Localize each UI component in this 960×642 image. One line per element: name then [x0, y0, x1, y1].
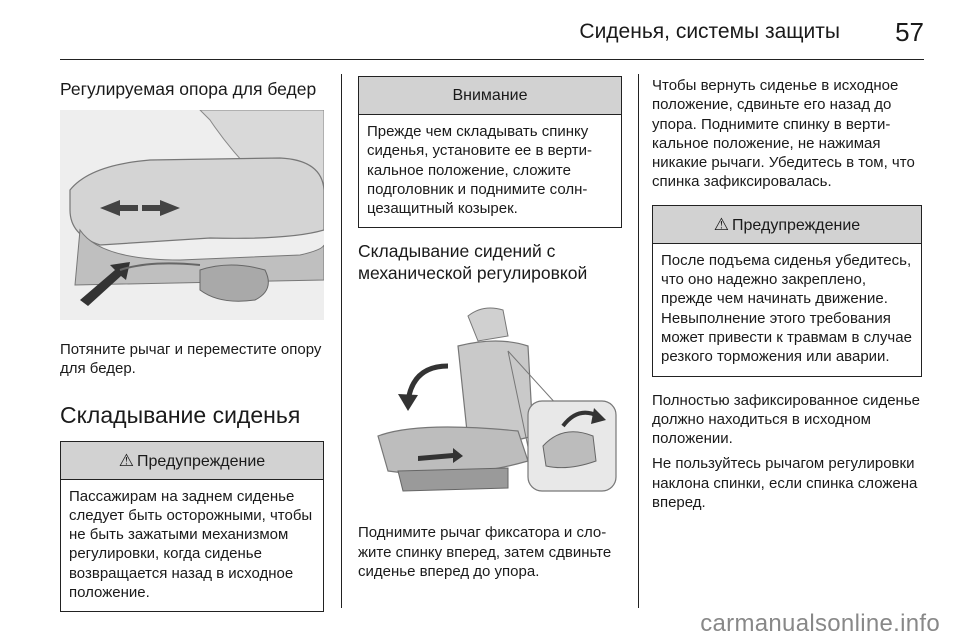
notice-box-text: Прежде чем складывать спинку сиденья, установите ее в вертикальное положение, сложите подголовник и поднимите солнцезащитный козырек. — [367, 123, 592, 218]
seat-folding-title: Складывание сиденья — [60, 401, 301, 428]
header-title: Сиденья, системы защиты — [579, 20, 840, 43]
warning-box-1-text: Пассажирам на заднем сиденье следует быть осторожными, чтобы не быть зажатыми механизмом регулировки, когда сиденье возвращается назад в исходное положение. — [69, 487, 313, 602]
column-1 — [60, 72, 324, 612]
thigh-support-illustration — [60, 110, 324, 320]
seat-folding-illustration — [358, 296, 622, 501]
column-divider-2 — [638, 74, 639, 608]
return-seat-paragraph: Чтобы вернуть сиденье в исходное положение, сдвиньте его назад до упора. Поднимите спинку в вертикальное положение, не нажимая никакие рычаги. Убедитесь в том, что спинка зафиксировалась. — [652, 77, 915, 191]
notice-box-header — [359, 77, 621, 115]
page-header — [60, 0, 924, 60]
warning-box-2-title: Предупреждение — [732, 216, 861, 234]
header-rule — [60, 59, 924, 60]
page-number: 57 — [895, 17, 924, 47]
warning-box-1 — [60, 441, 324, 613]
column-divider-1 — [341, 74, 342, 608]
warning-box-2-text: После подъема сиденья убедитесь, что оно надежно закреплено, прежде чем начинать движение. Невыполнение этого требования может привести к травмам в случае резкого торможения или аварии. — [661, 251, 912, 366]
thigh-support-figure — [60, 110, 324, 320]
warning-box-2-header — [653, 206, 921, 244]
warning-box-1-header — [61, 442, 323, 480]
warning-triangle-icon: ⚠ — [118, 450, 135, 470]
warning-triangle-icon: ⚠ — [713, 214, 730, 234]
seat-folding-caption: Поднимите рычаг фиксатора и сложите спинку вперед, затем сдвиньте сиденье вперед до упора. — [358, 524, 612, 581]
column-2 — [358, 72, 622, 581]
watermark: carmanualsonline.info — [700, 610, 940, 637]
thigh-support-heading: Регулируемая опора для бедер — [60, 79, 317, 99]
manual-folding-heading: Складывание сидений с механической регулировкой — [358, 241, 588, 284]
recline-lever-paragraph: Не пользуйтесь рычагом регулировки наклона спинки, если спинка сложена вперед. — [652, 455, 918, 512]
column-3 — [652, 72, 922, 512]
seat-folding-figure — [358, 296, 622, 501]
notice-box — [358, 76, 622, 228]
thigh-support-caption: Потяните рычаг и переместите опору для бедер. — [60, 341, 322, 378]
warning-box-2 — [652, 205, 922, 377]
notice-box-title: Внимание — [452, 87, 528, 104]
locked-seat-paragraph: Полностью зафиксированное сиденье должно находиться в исходном положении. — [652, 391, 920, 448]
warning-box-1-title: Предупреждение — [137, 452, 266, 470]
